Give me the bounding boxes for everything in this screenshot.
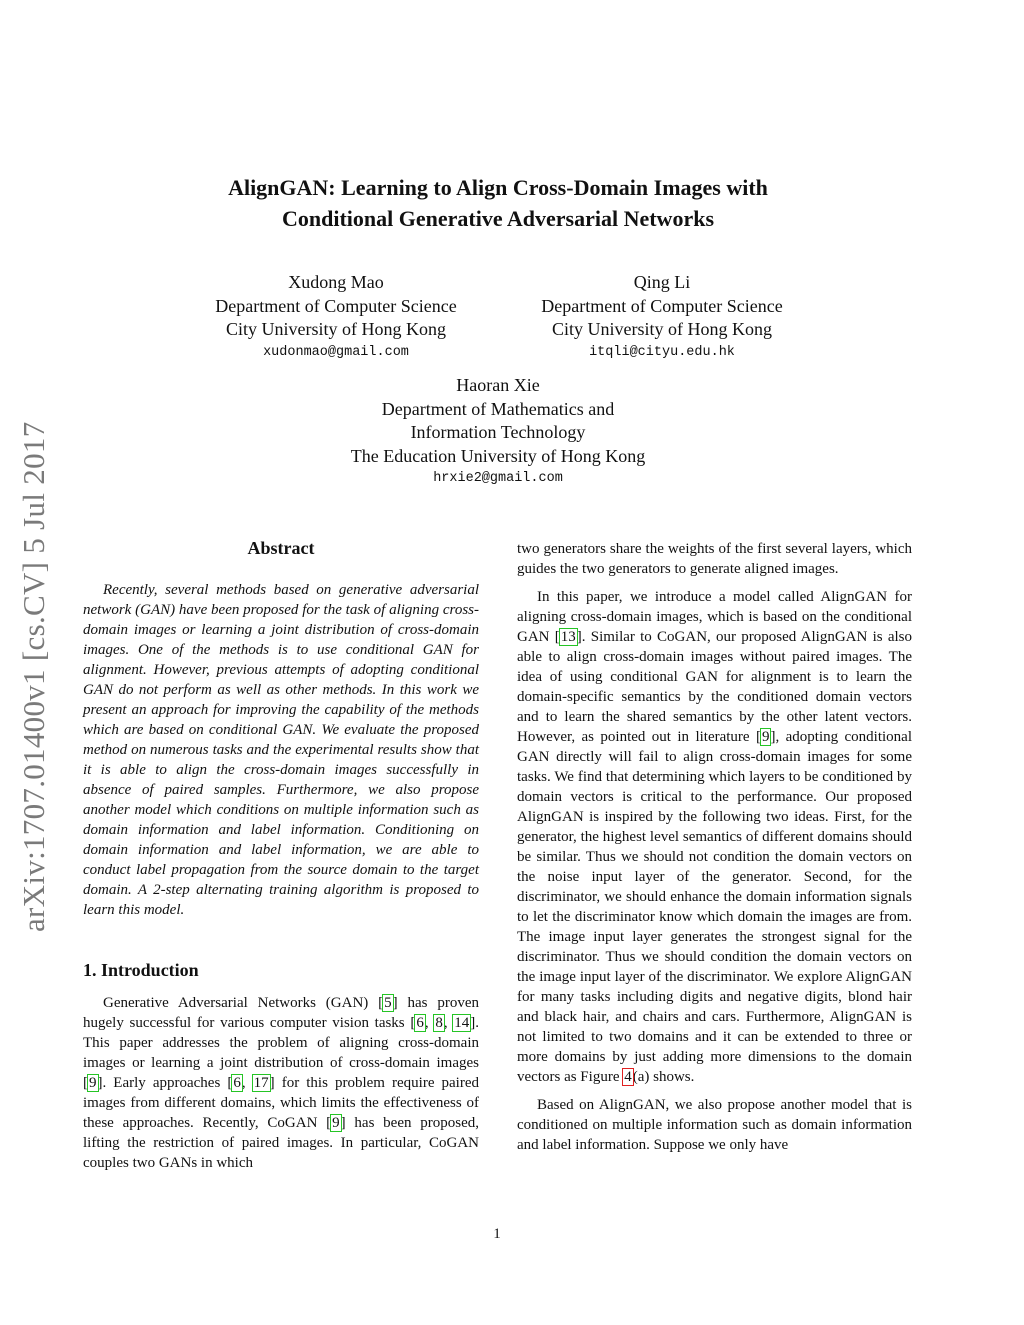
title-line-2: Conditional Generative Adversarial Networks [281, 206, 715, 231]
text-run: In this paper, we introduce a model called AlignGAN for aligning cross-domain images, which is based on the conditional GAN [ [517, 589, 912, 645]
paragraph-continued: two generators share the weights of the first several layers, which guides the two generators to generate aligned images. [517, 541, 912, 577]
arxiv-identifier: arXiv:1707.01400v1 [cs.CV] 5 Jul 2017 [16, 421, 51, 932]
author-name: Xudong Mao [288, 272, 384, 292]
citation-link[interactable]: 6 [233, 1075, 241, 1091]
abstract-text: Recently, several methods based on generative adversarial network (GAN) have been proposed for the task of aligning cross-domain images or learning a joint distribution of cross-domain images. One of the methods is to use conditional GAN for alignment. However, previous attempts of adopting conditional GAN do not perform as well as other methods. In this work we present an approach for improving the capability of the methods which are based on conditional GAN. We evaluate the proposed method on numerous tasks and the experimental results show that it is able to align the cross-domain images successfully in absence of paired samples. Furthermore, we also propose another model which conditions on multiple information such as domain information and label information. Conditioning on domain information and label information, we are able to conduct label propagation from the source domain to the target domain. A 2-step alternating training algorithm is proposed to learn this model. [83, 582, 479, 918]
author-affiliation: City University of Hong Kong [552, 319, 772, 339]
citation-link[interactable]: 9 [332, 1115, 340, 1131]
citation-link[interactable]: 14 [454, 1015, 470, 1031]
right-column [517, 539, 912, 1155]
author-affiliation: City University of Hong Kong [226, 319, 446, 339]
author-name: Qing Li [633, 272, 691, 292]
introduction-paragraph [83, 993, 479, 1173]
paper-title [150, 172, 846, 234]
citation-link[interactable]: 9 [89, 1075, 97, 1091]
text-run: ] has been proposed, lifting the restriction of paired images. In particular, CoGAN couples two GANs in which [83, 1115, 480, 1171]
author-block-1 [184, 271, 488, 364]
introduction-heading: 1. Introduction [83, 960, 199, 980]
text-run: ], adopting conditional GAN directly will fail to align cross-domain images for some tasks. We find that determining which layers to be conditioned by domain vectors is critical to the performance. Our proposed AlignGAN is inspired by the following two ideas. First, for the generator, the highest level semantics of different domains should be similar. Thus we should not condition the domain vectors on the noise input layer of the generator. Second, for the discriminator, we should enhance the domain information signals to let the discriminator know which domain the images are from. The image input layer generates the strongest signal for the discriminator. Thus we should condition the domain vectors on the image input layer of the discriminator. We explore AlignGAN for many tasks including digits and negative digits, blond hair and black hair, and chairs and cars. Furthermore, AlignGAN is not limited to two domains and it can be extended to three or more domains by just adding more dimensions to the domain vectors as Figure [517, 729, 912, 1085]
text-run: ] for this problem require paired images from different domains, which limits the effectiveness of these approaches. Recently, CoGAN [ [83, 1075, 480, 1131]
citation-link[interactable]: 6 [416, 1015, 424, 1031]
text-run: ] has proven hugely successful for various computer vision tasks [ [83, 995, 479, 1031]
text-run: , [443, 1015, 454, 1031]
author-affiliation: Department of Mathematics and [381, 398, 615, 419]
title-line-1: AlignGAN: Learning to Align Cross-Domain Images with [228, 175, 768, 200]
text-run: ]. Similar to CoGAN, our proposed AlignGAN is also able to align cross-domain images without paired images. The idea of using conditional GAN for alignment is to learn the domain-specific semantics by the conditioned domain vectors and to learn the shared semantics by the other latent vectors. However, as pointed out in literature [ [517, 629, 912, 745]
paragraph: Based on AlignGAN, we also propose another model that is conditioned on multiple information such as domain information and label information. Suppose we only have [517, 1097, 912, 1153]
author-email: hrxie2@gmail.com [433, 471, 563, 486]
author-block-3 [294, 374, 702, 490]
text-run: (a) shows. [632, 1069, 695, 1085]
author-affiliation: Department of Computer Science [541, 295, 783, 316]
author-email: xudonmao@gmail.com [263, 344, 409, 360]
author-name: Haoran Xie [456, 375, 540, 395]
citation-link[interactable]: 9 [761, 729, 770, 745]
text-run: ]. This paper addresses the problem of aligning cross-domain images or learning a joint distribution of cross-domain images [ [83, 1015, 480, 1091]
left-column [83, 536, 479, 1173]
citation-link[interactable]: 13 [560, 629, 576, 645]
text-run: Generative Adversarial Networks (GAN) [ [103, 995, 384, 1011]
abstract-heading: Abstract [247, 538, 315, 558]
author-affiliation: The Education University of Hong Kong [350, 445, 646, 466]
paragraph [517, 587, 912, 1087]
text-run: , [424, 1015, 435, 1031]
text-run: ]. Early approaches [ [97, 1075, 233, 1091]
page-number: 1 [493, 1226, 501, 1242]
citation-link[interactable]: 8 [435, 1015, 443, 1031]
author-email: itqli@cityu.edu.hk [589, 344, 735, 360]
citation-link[interactable]: 5 [384, 995, 392, 1011]
text-run: , [241, 1075, 253, 1091]
author-affiliation: Information Technology [410, 422, 586, 442]
citation-link[interactable]: 17 [253, 1075, 269, 1091]
author-affiliation: Department of Computer Science [215, 295, 457, 316]
author-block-2 [510, 271, 814, 364]
figure-link[interactable]: 4 [624, 1069, 632, 1085]
